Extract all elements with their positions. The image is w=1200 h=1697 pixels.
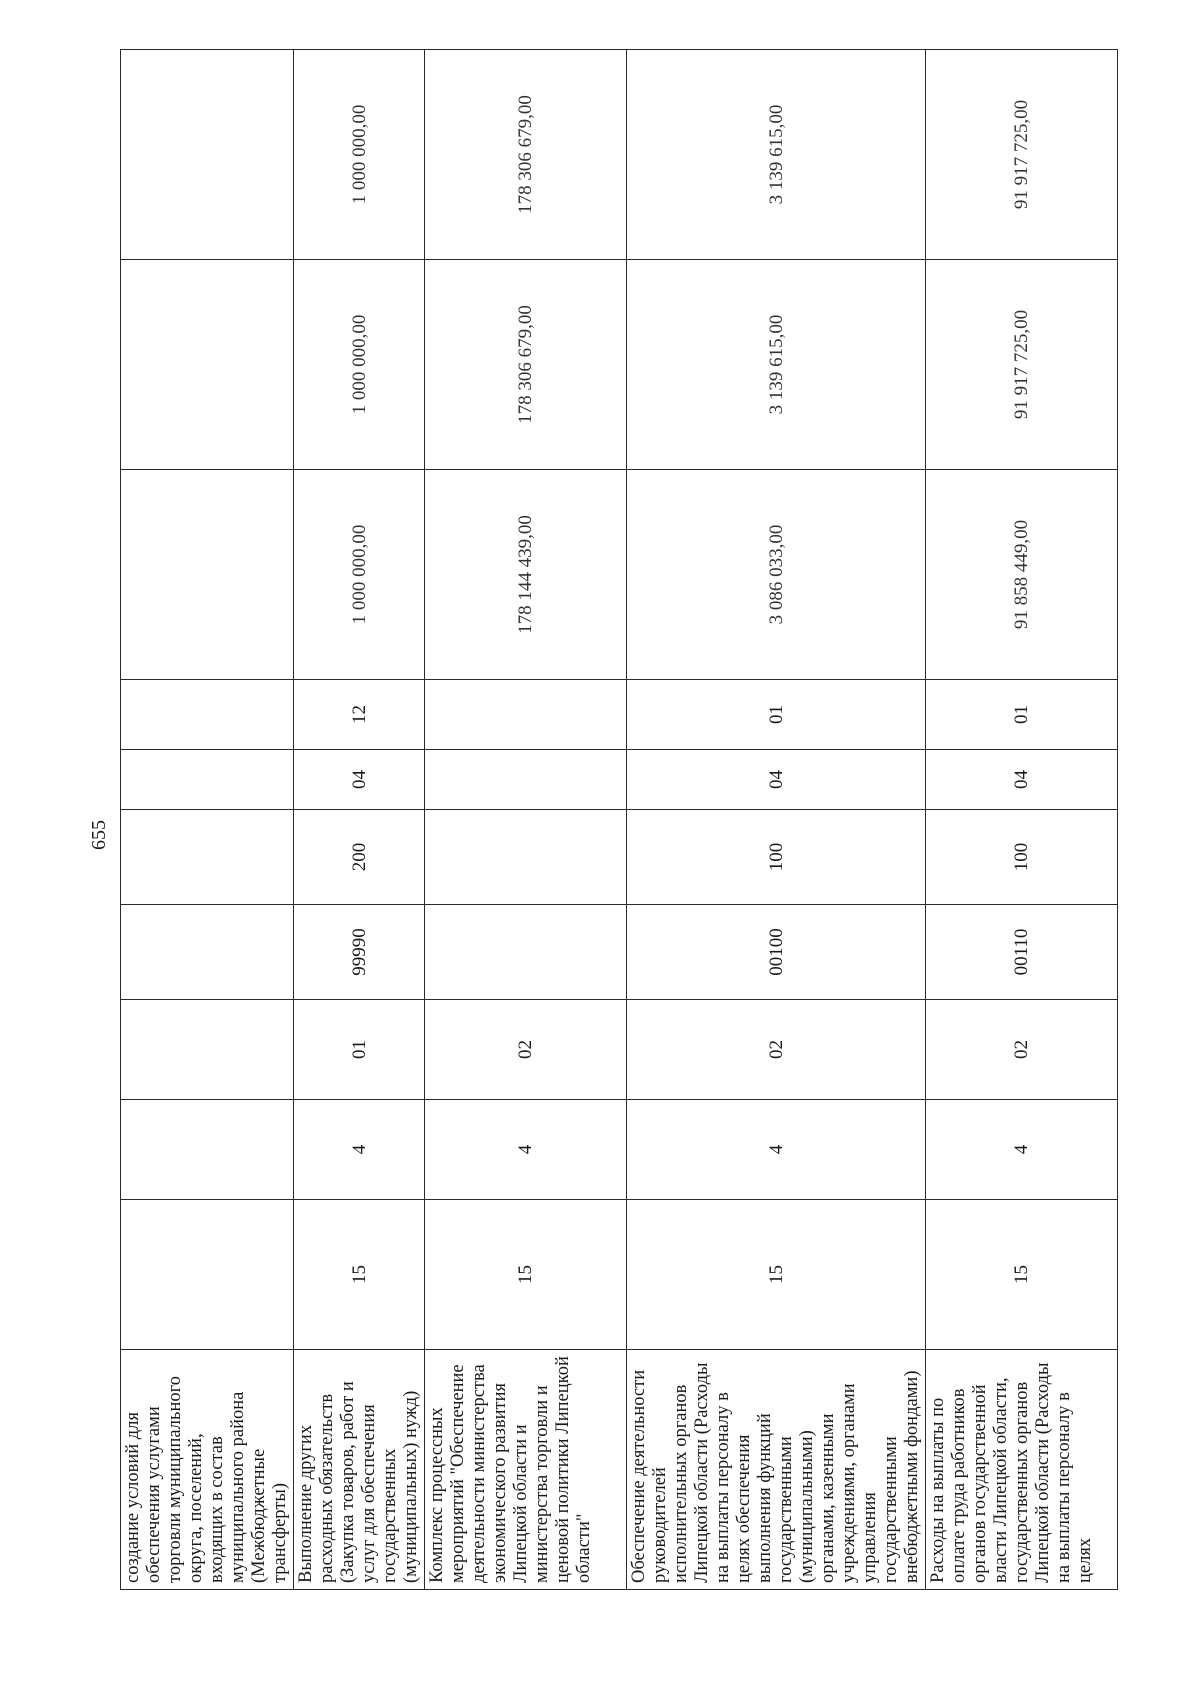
cell-code-4: 00110 — [926, 905, 1118, 1000]
cell-code-3: 01 — [294, 1000, 425, 1100]
cell-sum-3: 3 139 615,00 — [627, 50, 926, 260]
cell-code-1 — [121, 1200, 294, 1350]
budget-table — [120, 49, 1118, 1590]
cell-code-4: 99990 — [294, 905, 425, 1000]
cell-code-4 — [121, 905, 294, 1000]
cell-code-7 — [121, 680, 294, 750]
cell-code-2 — [121, 1100, 294, 1200]
cell-code-3: 02 — [627, 1000, 926, 1100]
cell-sum-2: 1 000 000,00 — [294, 260, 425, 470]
cell-sum-1: 1 000 000,00 — [294, 470, 425, 680]
table-row — [926, 50, 1118, 1590]
cell-sum-3: 178 306 679,00 — [425, 50, 627, 260]
cell-code-6: 04 — [627, 750, 926, 810]
cell-code-1: 15 — [627, 1200, 926, 1350]
cell-sum-1 — [121, 470, 294, 680]
cell-code-3: 02 — [425, 1000, 627, 1100]
cell-code-7: 12 — [294, 680, 425, 750]
cell-code-1: 15 — [425, 1200, 627, 1350]
cell-sum-2 — [121, 260, 294, 470]
cell-sum-3: 1 000 000,00 — [294, 50, 425, 260]
cell-sum-2: 178 306 679,00 — [425, 260, 627, 470]
cell-code-4 — [425, 905, 627, 1000]
page-number: 655 — [88, 820, 110, 850]
table-row — [425, 50, 627, 1590]
cell-sum-2: 3 139 615,00 — [627, 260, 926, 470]
cell-code-7 — [425, 680, 627, 750]
cell-code-7: 01 — [627, 680, 926, 750]
row-name: Расходы на выплаты по оплате труда работников органов государственной власти Липецкой области, государственных органов Липецкой области (Расходы на выплаты персоналу в целях — [926, 1350, 1118, 1590]
cell-code-1: 15 — [926, 1200, 1118, 1350]
cell-sum-2: 91 917 725,00 — [926, 260, 1118, 470]
cell-code-2: 4 — [926, 1100, 1118, 1200]
table-row — [121, 50, 294, 1590]
cell-code-7: 01 — [926, 680, 1118, 750]
cell-sum-1: 178 144 439,00 — [425, 470, 627, 680]
cell-code-5: 100 — [627, 810, 926, 905]
cell-code-6 — [425, 750, 627, 810]
cell-code-5 — [425, 810, 627, 905]
cell-code-4: 00100 — [627, 905, 926, 1000]
cell-code-1: 15 — [294, 1200, 425, 1350]
cell-code-2: 4 — [425, 1100, 627, 1200]
cell-code-2: 4 — [294, 1100, 425, 1200]
cell-code-5: 200 — [294, 810, 425, 905]
cell-sum-3 — [121, 50, 294, 260]
row-name: Обеспечение деятельности руководителей исполнительных органов Липецкой области (Расходы на выплаты персоналу в целях обеспечения выполнения функций государственными (муниципальными) органами, казенными учреждениями, органами управления государственными внебюджетными фондами) — [627, 1350, 926, 1590]
cell-code-6 — [121, 750, 294, 810]
row-name: Выполнение других расходных обязательств (Закупка товаров, работ и услуг для обеспечения государственных (муниципальных) нужд) — [294, 1350, 425, 1590]
cell-code-2: 4 — [627, 1100, 926, 1200]
table-row — [294, 50, 425, 1590]
row-name: Комплекс процессных мероприятий "Обеспечение деятельности министерства экономического развития Липецкой области и министерства торговли и ценовой политики Липецкой области" — [425, 1350, 627, 1590]
cell-code-6: 04 — [926, 750, 1118, 810]
row-name: создание условий для обеспечения услугами торговли муниципального округа, поселений, входящих в состав муниципального района (Межбюджетные трансферты) — [121, 1350, 294, 1590]
rotated-table-wrapper — [120, 50, 1100, 1590]
cell-sum-3: 91 917 725,00 — [926, 50, 1118, 260]
table-row — [627, 50, 926, 1590]
cell-code-3: 02 — [926, 1000, 1118, 1100]
cell-sum-1: 91 858 449,00 — [926, 470, 1118, 680]
cell-code-6: 04 — [294, 750, 425, 810]
cell-code-5 — [121, 810, 294, 905]
cell-code-3 — [121, 1000, 294, 1100]
cell-code-5: 100 — [926, 810, 1118, 905]
cell-sum-1: 3 086 033,00 — [627, 470, 926, 680]
